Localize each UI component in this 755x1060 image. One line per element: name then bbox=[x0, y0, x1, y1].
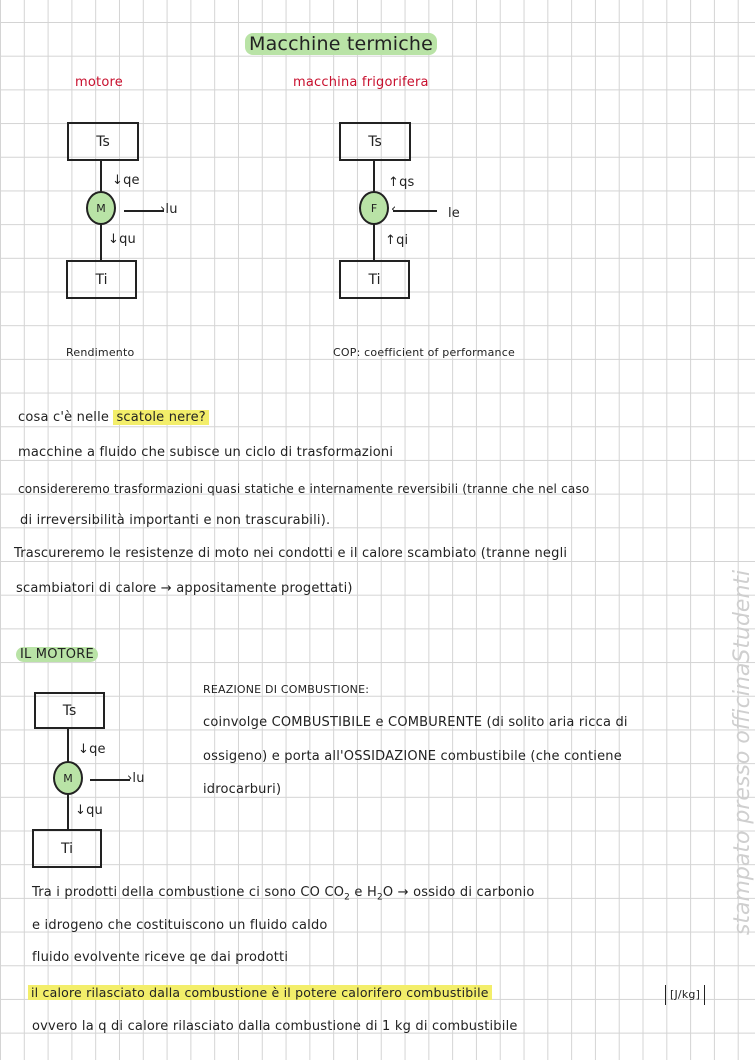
text-line: scambiatori di calore → appositamente progettati) bbox=[16, 581, 353, 596]
work-label: le bbox=[448, 206, 461, 221]
motor-node: M bbox=[53, 761, 83, 795]
work-label: ›lu bbox=[127, 771, 145, 786]
text-line: ossigeno) e porta all'OSSIDAZIONE combustibile (che contiene bbox=[203, 749, 622, 764]
text-line: considereremo trasformazioni quasi statiche e internamente reversibili (tranne che nel caso bbox=[18, 482, 590, 496]
text-line: Trascureremo le resistenze di moto nei condotti e il calore scambiato (tranne negli bbox=[14, 546, 568, 561]
watermark: stampato presso officinaStudenti bbox=[730, 569, 755, 936]
heat-out-label: ↓qu bbox=[75, 803, 103, 818]
highlight-line: il calore rilasciato dalla combustione è il potere calorifero combustibile bbox=[28, 985, 492, 1001]
text-line: fluido evolvente riceve qe dai prodotti bbox=[32, 950, 289, 965]
heat-in-label: ↑qi bbox=[385, 233, 409, 248]
work-arrow-icon bbox=[393, 210, 437, 212]
cold-reservoir-box: Ti bbox=[66, 260, 137, 299]
heat-in-label: ↓qe bbox=[78, 742, 106, 757]
motor-node: M bbox=[86, 191, 116, 225]
frigo-node: F bbox=[359, 191, 389, 225]
hot-reservoir-box: Ts bbox=[34, 692, 105, 729]
text-line: macchine a fluido che subisce un ciclo di trasformazioni bbox=[18, 445, 394, 460]
work-arrow-icon bbox=[90, 779, 130, 781]
products-line: Tra i prodotti della combustione ci sono CO $CO_2$ e $H_2O$ → ossido di carbonio bbox=[32, 885, 535, 903]
reaction-heading: REAZIONE DI COMBUSTIONE: bbox=[203, 683, 370, 696]
motore-label: motore bbox=[75, 75, 123, 90]
heat-out-label: ↑qs bbox=[388, 175, 415, 190]
text-line: ovvero la q di calore rilasciato dalla combustione di 1 kg di combustibile bbox=[32, 1019, 518, 1034]
text-line: idrocarburi) bbox=[203, 782, 282, 797]
unit-label: [J/kg] bbox=[665, 985, 705, 1005]
cop-caption: COP: coefficient of performance bbox=[333, 346, 515, 359]
page-title: Macchine termiche bbox=[245, 36, 437, 52]
hot-reservoir-box: Ts bbox=[339, 122, 411, 161]
work-label: ›lu bbox=[160, 202, 178, 217]
heat-out-label: ↓qu bbox=[108, 232, 136, 247]
work-arrow-icon bbox=[124, 210, 164, 212]
frigo-label: macchina frigorifera bbox=[293, 75, 429, 90]
arrowhead-icon: ‹ bbox=[391, 202, 397, 217]
cold-reservoir-box: Ti bbox=[32, 829, 102, 868]
question-line: cosa c'è nelle scatole nere? bbox=[18, 410, 209, 426]
text-line: coinvolge COMBUSTIBILE e COMBURENTE (di solito aria ricca di bbox=[203, 715, 628, 730]
cold-reservoir-box: Ti bbox=[339, 260, 410, 299]
text-line: di irreversibilità importanti e non trascurabili). bbox=[20, 513, 331, 528]
section-heading: IL MOTORE bbox=[16, 647, 98, 663]
text-line: e idrogeno che costituiscono un fluido caldo bbox=[32, 918, 328, 933]
rendimento-caption: Rendimento bbox=[66, 346, 135, 359]
hot-reservoir-box: Ts bbox=[67, 122, 139, 161]
heat-in-label: ↓qe bbox=[112, 173, 140, 188]
